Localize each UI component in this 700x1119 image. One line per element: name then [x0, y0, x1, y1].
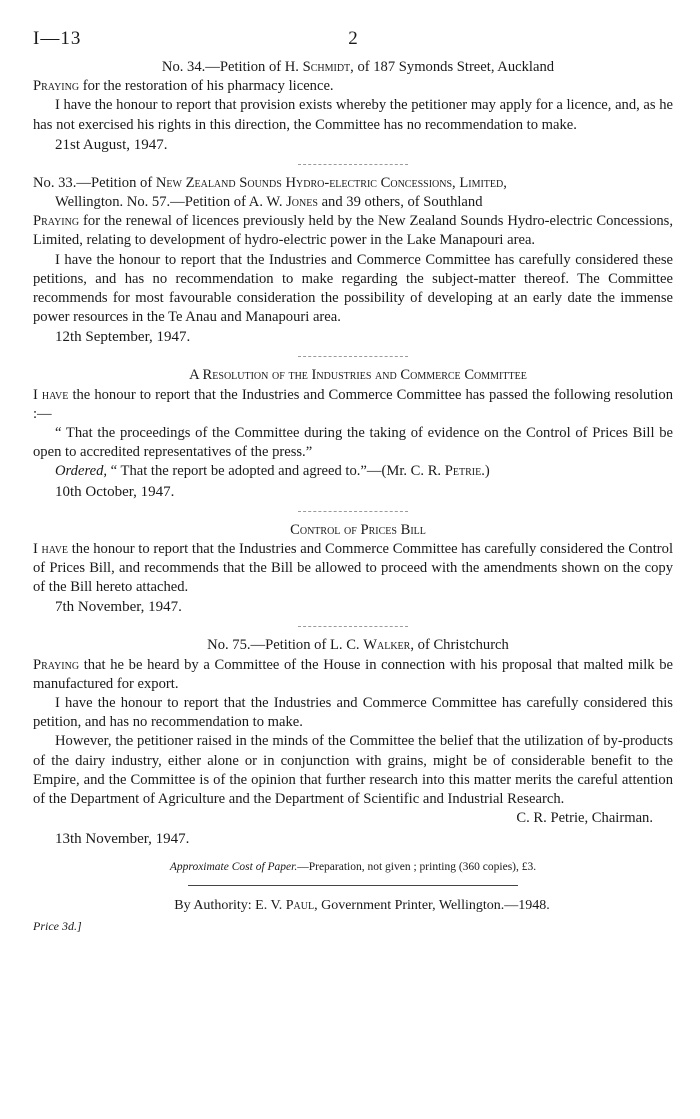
document-page [33, 28, 673, 936]
resolution-intro: I have the honour to report that the Industries and Commerce Committee has passed the following resolution :— [33, 386, 674, 422]
petition-33-57-date: 12th September, 1947. [55, 329, 191, 346]
petition-75-date: 13th November, 1947. [55, 830, 190, 847]
printer-authority: By Authority: E. V. Paul, Government Printer, Wellington.—1948. [174, 897, 550, 913]
price-label: Price 3d.] [33, 918, 82, 933]
section-divider [298, 356, 408, 357]
petition-75-title: No. 75.—Petition of L. C. Walker, of Christchurch [207, 637, 509, 654]
petition-33-57-praying: Praying for the renewal of licences previously held by the New Zealand Sounds Hydro-electric Concessions, Limited, relating to development of hydro-electric power in the Lake Manapouri area. [33, 213, 673, 249]
resolution-section [33, 366, 673, 501]
report-code: I—13 [33, 28, 82, 49]
petition-33-57-body: I have the honour to report that the Industries and Commerce Committee has carefully considered these petitions, and has no recommendation to make regarding the subject-matter thereof. The Committee recommends for most favourable consideration the possibility of developing at an early date the immense power resources in the Te Anau and Manapouri area. [33, 251, 673, 326]
cost-of-paper: Approximate Cost of Paper.—Preparation, not given ; printing (360 copies), £3. [169, 860, 537, 873]
petition-75-body-2: However, the petitioner raised in the minds of the Committee the belief that the utilization of by-products of the dairy industry, either alone or in conjunction with grains, might be of considerable benefit to the Empire, and the Committee is of the opinion that further research into this matter merits the careful attention of the Department of Agriculture and the Department of Scientific and Industrial Research. [33, 733, 673, 808]
chairman-signature: C. R. Petrie, Chairman. [516, 810, 653, 827]
petition-34-praying: Praying for the restoration of his pharmacy licence. [33, 78, 334, 95]
petition-33-57-title: No. 33.—Petition of New Zealand Sounds Hydro-electric Concessions, Limited, Wellington. No. 57.—Petition of A. W. Jones and 39 others, of Southland [33, 174, 507, 211]
control-of-prices-body: I have the honour to report that the Industries and Commerce Committee has carefully considered the Control of Prices Bill, and recommends that the Bill be allowed to proceed with the amendments shown on the copy of the Bill hereto attached. [33, 540, 673, 596]
petition-34-date: 21st August, 1947. [55, 136, 168, 153]
petition-75-section [33, 636, 673, 848]
page-number: 2 [348, 28, 358, 49]
resolution-heading: A Resolution of the Industries and Commerce Committee [189, 367, 527, 384]
footer-rule [188, 885, 518, 886]
page-header [33, 28, 673, 58]
petition-75-praying: Praying that he be heard by a Committee of the House in connection with his proposal that malted milk be manufactured for export. [33, 656, 673, 692]
resolution-date: 10th October, 1947. [55, 483, 175, 500]
section-divider [298, 626, 408, 627]
control-of-prices-date: 7th November, 1947. [55, 599, 182, 616]
petition-33-57-section [33, 174, 673, 348]
control-of-prices-section [33, 521, 673, 618]
resolution-quote: “ That the proceedings of the Committee during the taking of evidence on the Control of Prices Bill be open to accredited representatives of the press.” [33, 425, 673, 461]
petition-34-body: I have the honour to report that provision exists whereby the petitioner may apply for a licence, and, as he has not exercised his rights in this direction, the Committee has no recommendation to make. [33, 97, 674, 133]
section-divider [298, 164, 408, 165]
control-of-prices-heading: Control of Prices Bill [290, 521, 426, 538]
section-divider [298, 511, 408, 512]
resolution-ordered: Ordered, “ That the report be adopted and agreed to.”—(Mr. C. R. Petrie.) [55, 463, 490, 480]
petition-75-body: I have the honour to report that the Industries and Commerce Committee has carefully considered this petition, and has no recommendation to make. [33, 695, 673, 731]
petition-34-section [33, 58, 673, 155]
petition-34-title: No. 34.—Petition of H. Schmidt, of 187 Symonds Street, Auckland [161, 59, 555, 75]
